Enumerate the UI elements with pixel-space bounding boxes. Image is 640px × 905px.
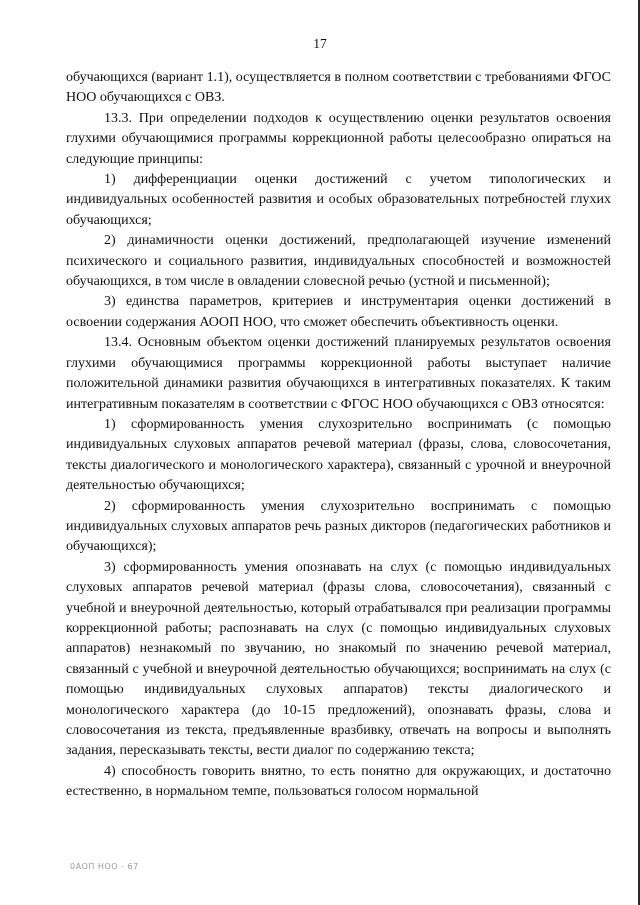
list-item: 3) сформированность умения опознавать на слух (с помощью индивидуальных слуховых аппаратов речевой материал (фразы слова, словосочетания), связанный с учебной и внеурочной деятельностью, который отрабатывался при реализации программы коррекционной работы; распознавать на слух (с помощью индивидуальных слуховых аппаратов) незнакомый по звучанию, но знакомый по значению речевой материал, связанный с учебной и внеурочной деятельностью обучающихся; воспринимать на слух (с помощью индивидуальных слуховых аппаратов) тексты диалогического и монологического характера (до 10-15 предложений), опознавать фразы, слова и словосочетания из текста, предъявленные вразбивку, отвечать на вопросы и выполнять задания, пересказывать тексты, вести диалог по содержанию текста; [66, 559, 611, 759]
footer-mark: 0АОП НОО - 67 [70, 862, 139, 871]
list-item: 1) дифференциации оценки достижений с учетом типологических и индивидуальных особенностей развития и особых образовательных потребностей глухих обучающихся; [66, 172, 611, 228]
page-number: 17 [313, 36, 327, 51]
paragraph: обучающихся (вариант 1.1), осуществляется в полном соответствии с требованиями ФГОС НОО обучающихся с ОВЗ. [66, 70, 611, 106]
paragraph: 13.3. При определении подходов к осуществлению оценки результатов освоения глухими обучающимися программы коррекционной работы целесообразно опираться на следующие принципы: [66, 110, 611, 167]
list-item: 2) сформированность умения слухозрительно воспринимать с помощью индивидуальных слуховых аппаратов речь разных дикторов (педагогических работников и обучающихся); [66, 498, 611, 555]
document-body [66, 68, 611, 803]
list-item: 4) способность говорить внятно, то есть понятно для окружающих, и достаточно естественно, в нормальном темпе, пользоваться голосом нормальной [66, 763, 611, 800]
list-item: 2) динамичности оценки достижений, предполагающей изучение изменений психического и социального развития, индивидуальных способностей и возможностей обучающихся, в том числе в овладении словесной речью (устной и письменной); [66, 233, 611, 290]
list-item: 1) сформированность умения слухозрительно воспринимать (с помощью индивидуальных слуховых аппаратов речевой материал (фразы, слова, словосочетания, тексты диалогического и монологического характера), связанный с урочной и внеурочной деятельностью обучающихся; [66, 416, 611, 494]
list-item: 3) единства параметров, критериев и инструментария оценки достижений в освоении содержания АООП НОО, что сможет обеспечить объективность оценки. [66, 294, 611, 330]
paragraph: 13.4. Основным объектом оценки достижений планируемых результатов освоения глухими обучающимися программы коррекционной работы выступает наличие положительной динамики развития обучающихся в интегративных показателях. К таким интегративным показателям в соответствии с ФГОС НОО обучающихся с ОВЗ относятся: [66, 335, 611, 412]
